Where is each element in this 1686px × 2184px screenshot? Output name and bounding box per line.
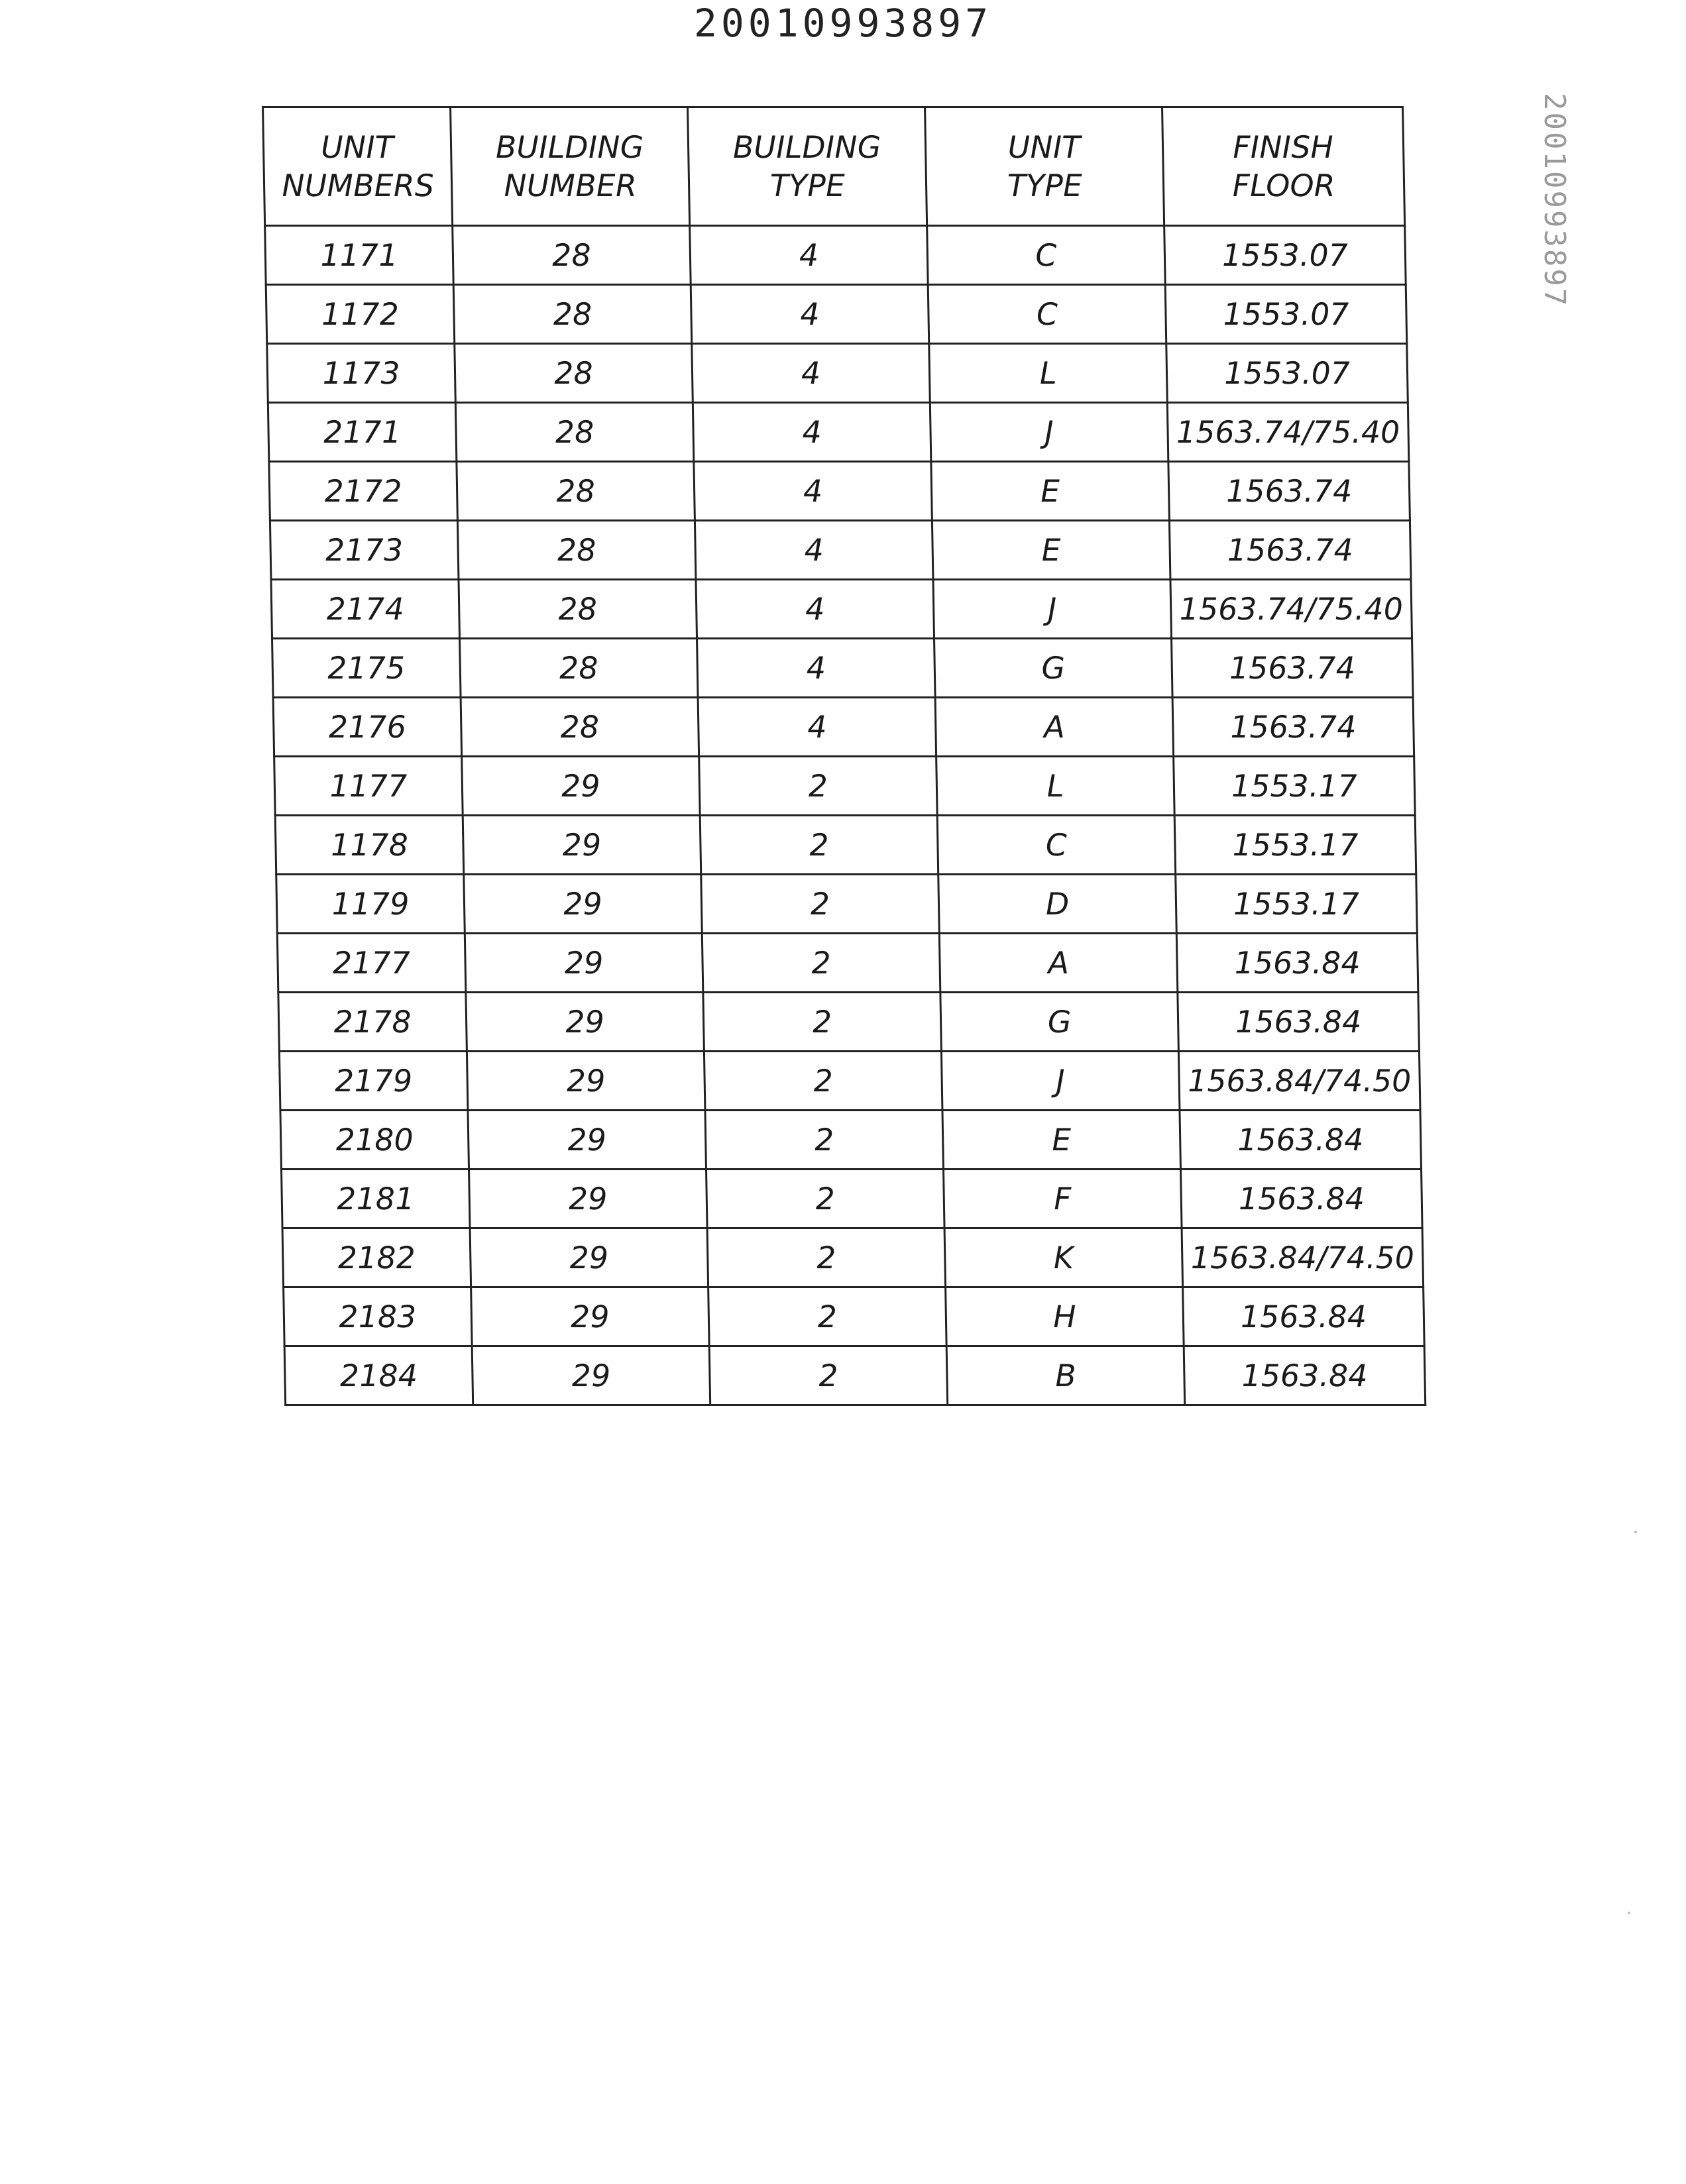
cell-building-type: 2 [699, 757, 938, 816]
table-row [282, 1228, 1424, 1287]
cell-building-type: 4 [692, 344, 930, 403]
cell-building-number: 28 [457, 462, 695, 521]
cell-building-type: 2 [708, 1287, 947, 1346]
table-row [269, 462, 1410, 521]
cell-building-type: 4 [691, 285, 929, 344]
cell-finish-floor: 1553.07 [1164, 226, 1406, 285]
cell-unit-number: 1172 [266, 285, 455, 344]
table-header-row [263, 107, 1405, 226]
table-row [278, 993, 1420, 1052]
header-line: FLOOR [1232, 168, 1336, 203]
scan-speck [1634, 1531, 1637, 1533]
table-row [265, 226, 1406, 285]
cell-finish-floor: 1563.84 [1176, 934, 1418, 993]
cell-unit-type: J [930, 403, 1168, 462]
cell-unit-type: D [938, 875, 1177, 934]
header-line: UNIT [1007, 129, 1081, 165]
cell-building-number: 28 [459, 580, 697, 639]
cell-finish-floor: 1563.84 [1178, 993, 1420, 1052]
cell-finish-floor: 1563.84 [1180, 1111, 1422, 1170]
cell-unit-type: C [937, 816, 1176, 875]
cell-finish-floor: 1563.74 [1169, 521, 1411, 580]
table-row [275, 816, 1416, 875]
header-line: NUMBERS [281, 168, 435, 203]
header-unit-type [925, 107, 1164, 226]
cell-building-type: 4 [696, 580, 934, 639]
table-row [277, 934, 1418, 993]
header-building-type [688, 107, 927, 226]
cell-building-type: 2 [705, 1111, 944, 1170]
cell-unit-number: 2175 [272, 639, 461, 698]
cell-building-type: 4 [694, 462, 932, 521]
cell-building-type: 2 [706, 1170, 945, 1228]
cell-building-number: 28 [460, 639, 699, 698]
header-line: TYPE [769, 168, 846, 203]
cell-finish-floor: 1563.84/74.50 [1182, 1228, 1424, 1287]
cell-finish-floor: 1553.07 [1165, 285, 1407, 344]
cell-unit-number: 2181 [282, 1170, 471, 1228]
header-line: UNIT [320, 129, 394, 165]
cell-building-type: 2 [701, 875, 940, 934]
cell-building-type: 2 [700, 816, 938, 875]
table-row [268, 403, 1409, 462]
cell-unit-number: 2184 [284, 1346, 473, 1405]
cell-finish-floor: 1563.74 [1172, 639, 1414, 698]
table-row [284, 1287, 1425, 1346]
cell-finish-floor: 1563.84 [1181, 1170, 1423, 1228]
cell-building-number: 29 [468, 1111, 706, 1170]
cell-building-number: 29 [469, 1170, 708, 1228]
cell-building-type: 2 [703, 993, 942, 1052]
cell-unit-type: F [944, 1170, 1182, 1228]
cell-unit-type: H [946, 1287, 1184, 1346]
cell-building-type: 2 [709, 1346, 948, 1405]
cell-building-number: 29 [465, 934, 703, 993]
cell-unit-number: 2178 [278, 993, 467, 1052]
cell-unit-type: L [929, 344, 1168, 403]
table-row [270, 521, 1411, 580]
header-building-number [451, 107, 690, 226]
cell-building-type: 2 [704, 1052, 942, 1111]
cell-unit-number: 2183 [284, 1287, 473, 1346]
table-row [273, 698, 1414, 757]
cell-unit-number: 1179 [276, 875, 465, 934]
header-line: NUMBER [503, 168, 638, 203]
cell-finish-floor: 1553.17 [1174, 816, 1416, 875]
table-row [272, 639, 1414, 698]
cell-finish-floor: 1553.17 [1174, 757, 1416, 816]
header-line: BUILDING [495, 129, 644, 165]
header-unit-numbers [263, 107, 453, 226]
cell-building-type: 2 [702, 934, 940, 993]
cell-finish-floor: 1553.17 [1176, 875, 1418, 934]
cell-unit-type: L [936, 757, 1175, 816]
cell-unit-number: 2173 [270, 521, 459, 580]
cell-building-number: 29 [462, 757, 701, 816]
cell-building-number: 28 [453, 285, 692, 344]
scan-speck [1628, 1912, 1630, 1914]
cell-unit-number: 2177 [277, 934, 466, 993]
cell-building-type: 4 [690, 226, 928, 285]
cell-unit-type: C [927, 226, 1166, 285]
cell-building-number: 29 [464, 875, 702, 934]
table-row [282, 1170, 1423, 1228]
table-row [276, 875, 1418, 934]
cell-unit-type: G [934, 639, 1173, 698]
header-line: BUILDING [732, 129, 881, 165]
header-line: FINISH [1232, 129, 1334, 165]
cell-building-type: 4 [693, 403, 931, 462]
cell-unit-type: K [944, 1228, 1183, 1287]
cell-finish-floor: 1563.84/74.50 [1178, 1052, 1420, 1111]
cell-building-type: 4 [698, 698, 936, 757]
cell-finish-floor: 1563.74 [1172, 698, 1414, 757]
cell-building-number: 28 [457, 521, 696, 580]
cell-unit-number: 1177 [274, 757, 463, 816]
table-row [280, 1111, 1422, 1170]
header-line: TYPE [1007, 168, 1083, 203]
cell-finish-floor: 1563.74/75.40 [1170, 580, 1412, 639]
cell-unit-number: 2174 [271, 580, 460, 639]
cell-unit-number: 1173 [267, 344, 456, 403]
cell-finish-floor: 1563.84 [1183, 1287, 1425, 1346]
cell-building-number: 29 [467, 1052, 705, 1111]
table-row [284, 1346, 1426, 1405]
finish-floor-table [262, 106, 1426, 1406]
cell-building-number: 28 [455, 403, 694, 462]
table-row [274, 757, 1416, 816]
cell-building-number: 29 [471, 1287, 710, 1346]
cell-unit-type: E [931, 462, 1170, 521]
cell-building-type: 2 [707, 1228, 946, 1287]
cell-finish-floor: 1563.84 [1184, 1346, 1426, 1405]
table-row [267, 344, 1408, 403]
table-row [266, 285, 1407, 344]
header-finish-floor [1162, 107, 1405, 226]
cell-building-type: 4 [697, 639, 936, 698]
cell-unit-type: A [935, 698, 1174, 757]
finish-floor-table-wrapper [262, 106, 1426, 1406]
cell-unit-type: G [940, 993, 1179, 1052]
cell-unit-number: 2172 [269, 462, 458, 521]
table-body [265, 226, 1426, 1405]
cell-unit-number: 2182 [282, 1228, 471, 1287]
cell-unit-number: 2176 [273, 698, 462, 757]
cell-finish-floor: 1553.07 [1166, 344, 1408, 403]
cell-unit-type: C [928, 285, 1166, 344]
cell-finish-floor: 1563.74 [1168, 462, 1410, 521]
cell-building-number: 29 [463, 816, 701, 875]
cell-finish-floor: 1563.74/75.40 [1167, 403, 1409, 462]
cell-building-number: 28 [453, 226, 691, 285]
cell-unit-type: A [939, 934, 1178, 993]
cell-unit-number: 1171 [265, 226, 454, 285]
cell-unit-type: J [941, 1052, 1180, 1111]
table-row [279, 1052, 1420, 1111]
cell-unit-type: E [932, 521, 1170, 580]
side-stamp: 20010993897 [1538, 93, 1571, 308]
cell-unit-type: J [933, 580, 1172, 639]
cell-unit-number: 1178 [275, 816, 464, 875]
cell-building-number: 29 [470, 1228, 708, 1287]
cell-unit-type: B [946, 1346, 1185, 1405]
cell-building-number: 28 [461, 698, 699, 757]
document-number: 20010993897 [693, 1, 993, 46]
table-row [271, 580, 1412, 639]
cell-unit-number: 2179 [279, 1052, 468, 1111]
cell-building-number: 28 [455, 344, 693, 403]
cell-unit-type: E [942, 1111, 1181, 1170]
cell-building-number: 29 [472, 1346, 710, 1405]
cell-building-number: 29 [466, 993, 704, 1052]
cell-unit-number: 2171 [268, 403, 457, 462]
cell-building-type: 4 [695, 521, 933, 580]
cell-unit-number: 2180 [280, 1111, 469, 1170]
